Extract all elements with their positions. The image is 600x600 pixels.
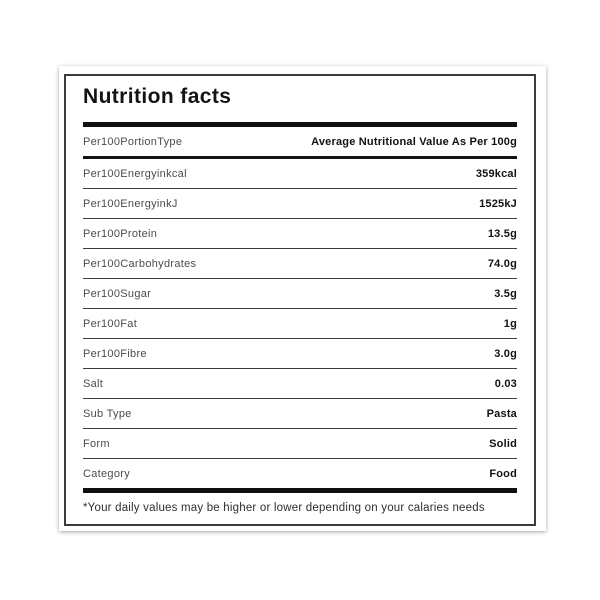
- row-label: Salt: [83, 377, 104, 390]
- table-row: [83, 309, 517, 339]
- table-row: [83, 279, 517, 309]
- row-value: 0.03: [494, 377, 517, 390]
- table-row: [83, 219, 517, 249]
- row-value: 1525kJ: [479, 197, 517, 210]
- table-row: [83, 459, 517, 488]
- row-value: 1g: [503, 317, 517, 330]
- row-label: Per100Carbohydrates: [83, 257, 197, 270]
- row-label: Per100Sugar: [83, 287, 152, 300]
- row-value: 74.0g: [487, 257, 517, 270]
- nutrition-facts-card: [64, 74, 536, 526]
- table-row: [83, 369, 517, 399]
- row-label: Per100Fibre: [83, 347, 147, 360]
- row-value: 3.5g: [494, 287, 517, 300]
- row-label: Form: [83, 437, 110, 450]
- row-value: Solid: [489, 437, 517, 450]
- header-label: Per100PortionType: [83, 135, 183, 148]
- page-title: Nutrition facts: [83, 85, 232, 108]
- row-value: 13.5g: [487, 227, 517, 240]
- row-value: Food: [489, 467, 517, 480]
- table-row: [83, 189, 517, 219]
- row-value: 359kcal: [475, 167, 517, 180]
- row-label: Per100Fat: [83, 317, 138, 330]
- row-label: Per100Energyinkcal: [83, 167, 187, 180]
- label-sheet: [59, 66, 546, 531]
- row-value: 3.0g: [494, 347, 517, 360]
- header-value: Average Nutritional Value As Per 100g: [311, 135, 517, 148]
- table-row: [83, 339, 517, 369]
- row-label: Sub Type: [83, 407, 132, 420]
- daily-values-footnote: *Your daily values may be higher or lower depending on your calaries needs: [83, 502, 485, 514]
- table-row: [83, 429, 517, 459]
- row-label: Per100Protein: [83, 227, 158, 240]
- row-label: Category: [83, 467, 131, 480]
- row-label: Per100EnergyinkJ: [83, 197, 178, 210]
- table-header-row: [83, 127, 517, 159]
- table-row: [83, 399, 517, 429]
- table-row: [83, 249, 517, 279]
- row-value: Pasta: [486, 407, 517, 420]
- table-row: [83, 159, 517, 189]
